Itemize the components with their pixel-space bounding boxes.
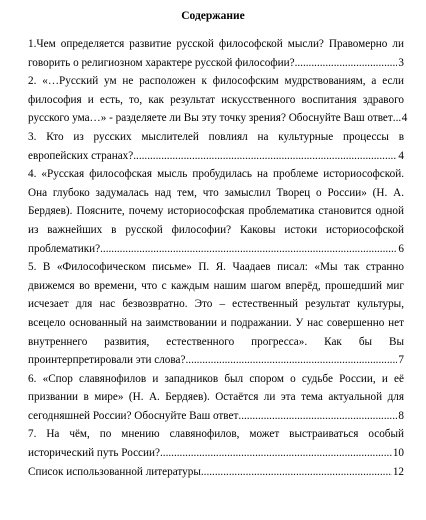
toc-entry[interactable] <box>28 425 404 462</box>
toc-entry-text: проинтерпретировали эти слова? <box>28 354 186 367</box>
toc-entry-line: 7. На чём, по мнению славянофилов, может выстраиваться особый <box>28 428 404 441</box>
toc-entry[interactable] <box>28 72 408 128</box>
toc-leader-dots <box>133 147 397 166</box>
toc-entry-line: 5. В «Философическом письме» П. Я. Чаадаев писал: «Мы так странно <box>28 261 404 274</box>
toc-entry-text: Список использованной литературы <box>28 465 201 478</box>
toc-list <box>28 35 408 481</box>
toc-entry-text: европейских странах? <box>28 149 134 162</box>
toc-entry[interactable] <box>28 258 404 370</box>
toc-entry-last-line <box>28 147 404 166</box>
toc-entry[interactable] <box>28 370 404 426</box>
toc-page-number: 4 <box>401 112 408 125</box>
toc-leader-dots <box>160 444 392 463</box>
toc-entry-line: 6. «Спор славянофилов и западников был спором о судьбе России, и её <box>28 372 404 385</box>
toc-entry-text: говорить о религиозном характере русской философии? <box>28 56 295 69</box>
toc-page-number: 3 <box>398 56 404 69</box>
toc-entry[interactable] <box>28 463 404 482</box>
toc-entry-last-line <box>28 444 404 463</box>
toc-page-number: 10 <box>392 447 404 460</box>
toc-page-number: 8 <box>398 409 404 422</box>
toc-entry-line: движемся во времени, что с каждым нашим шагом вперёд, прошедший миг <box>28 279 404 292</box>
toc-entry-line: внутреннего развития, естественного прогресса». Как бы Вы <box>28 335 404 348</box>
toc-title: Содержание <box>181 10 245 22</box>
toc-entry-text: исторический путь России? <box>28 447 160 460</box>
toc-entry[interactable] <box>28 128 404 165</box>
toc-entry-line: Она глубоко задумалась над тем, что замыслил Творец о России» (Н. А. <box>28 186 404 199</box>
toc-entry-line: философия и есть, то, как результат искусственного воспитания здравого <box>28 93 404 106</box>
toc-entry-line: 4. «Русская философская мысль пробудилась на проблеме историософской. <box>28 168 404 181</box>
toc-entry-last-line <box>28 463 404 482</box>
toc-page-number: 7 <box>398 354 404 367</box>
toc-entry-line: 3. Кто из русских мыслителей повлиял на культурные процессы в <box>28 130 404 143</box>
toc-entry[interactable] <box>28 165 404 258</box>
toc-leader-dots <box>185 351 397 370</box>
toc-entry[interactable] <box>28 35 404 72</box>
toc-entry-line: исчезает для нас безвозвратно. Это – естественный результат культуры, <box>28 298 404 311</box>
toc-leader-dots <box>100 240 397 259</box>
toc-entry-last-line <box>28 407 404 426</box>
toc-entry-text: русского ума…» - разделяете ли Вы эту точку зрения? Обоснуйте Ваш ответ <box>28 112 393 125</box>
toc-leader-dots <box>201 463 392 482</box>
toc-entry-line: всецело основанный на заимствовании и подражании. У нас совершенно нет <box>28 316 404 329</box>
toc-entry-last-line <box>28 351 404 370</box>
toc-entry-last-line <box>28 109 408 128</box>
toc-page-number: 4 <box>398 149 404 162</box>
toc-entry-text: проблематики? <box>28 242 101 255</box>
toc-leader-dots <box>393 109 401 128</box>
toc-entry-line: из важнейших в русской философии? Каковы истоки историософской <box>28 223 404 236</box>
toc-entry-text: сегодняшней России? Обоснуйте Ваш ответ <box>28 409 239 422</box>
toc-entry-line: 1.Чем определяется развитие русской философской мысли? Правомерно ли <box>28 38 404 50</box>
toc-leader-dots <box>238 407 397 426</box>
toc-entry-line: Бердяев). Поясните, почему историософская проблематика становится одной <box>28 205 404 218</box>
toc-entry-line: призвании в мире» (Н. А. Бердяев). Остаётся ли эта тема актуальной для <box>28 391 404 404</box>
toc-page-number: 12 <box>392 465 404 478</box>
toc-entry-last-line <box>28 240 404 259</box>
toc-leader-dots <box>295 54 398 73</box>
toc-entry-line: 2. «…Русский ум не расположен к философским мудрствованиям, а если <box>28 75 404 88</box>
toc-page-number: 6 <box>398 242 404 255</box>
toc-entry-last-line <box>28 54 404 73</box>
